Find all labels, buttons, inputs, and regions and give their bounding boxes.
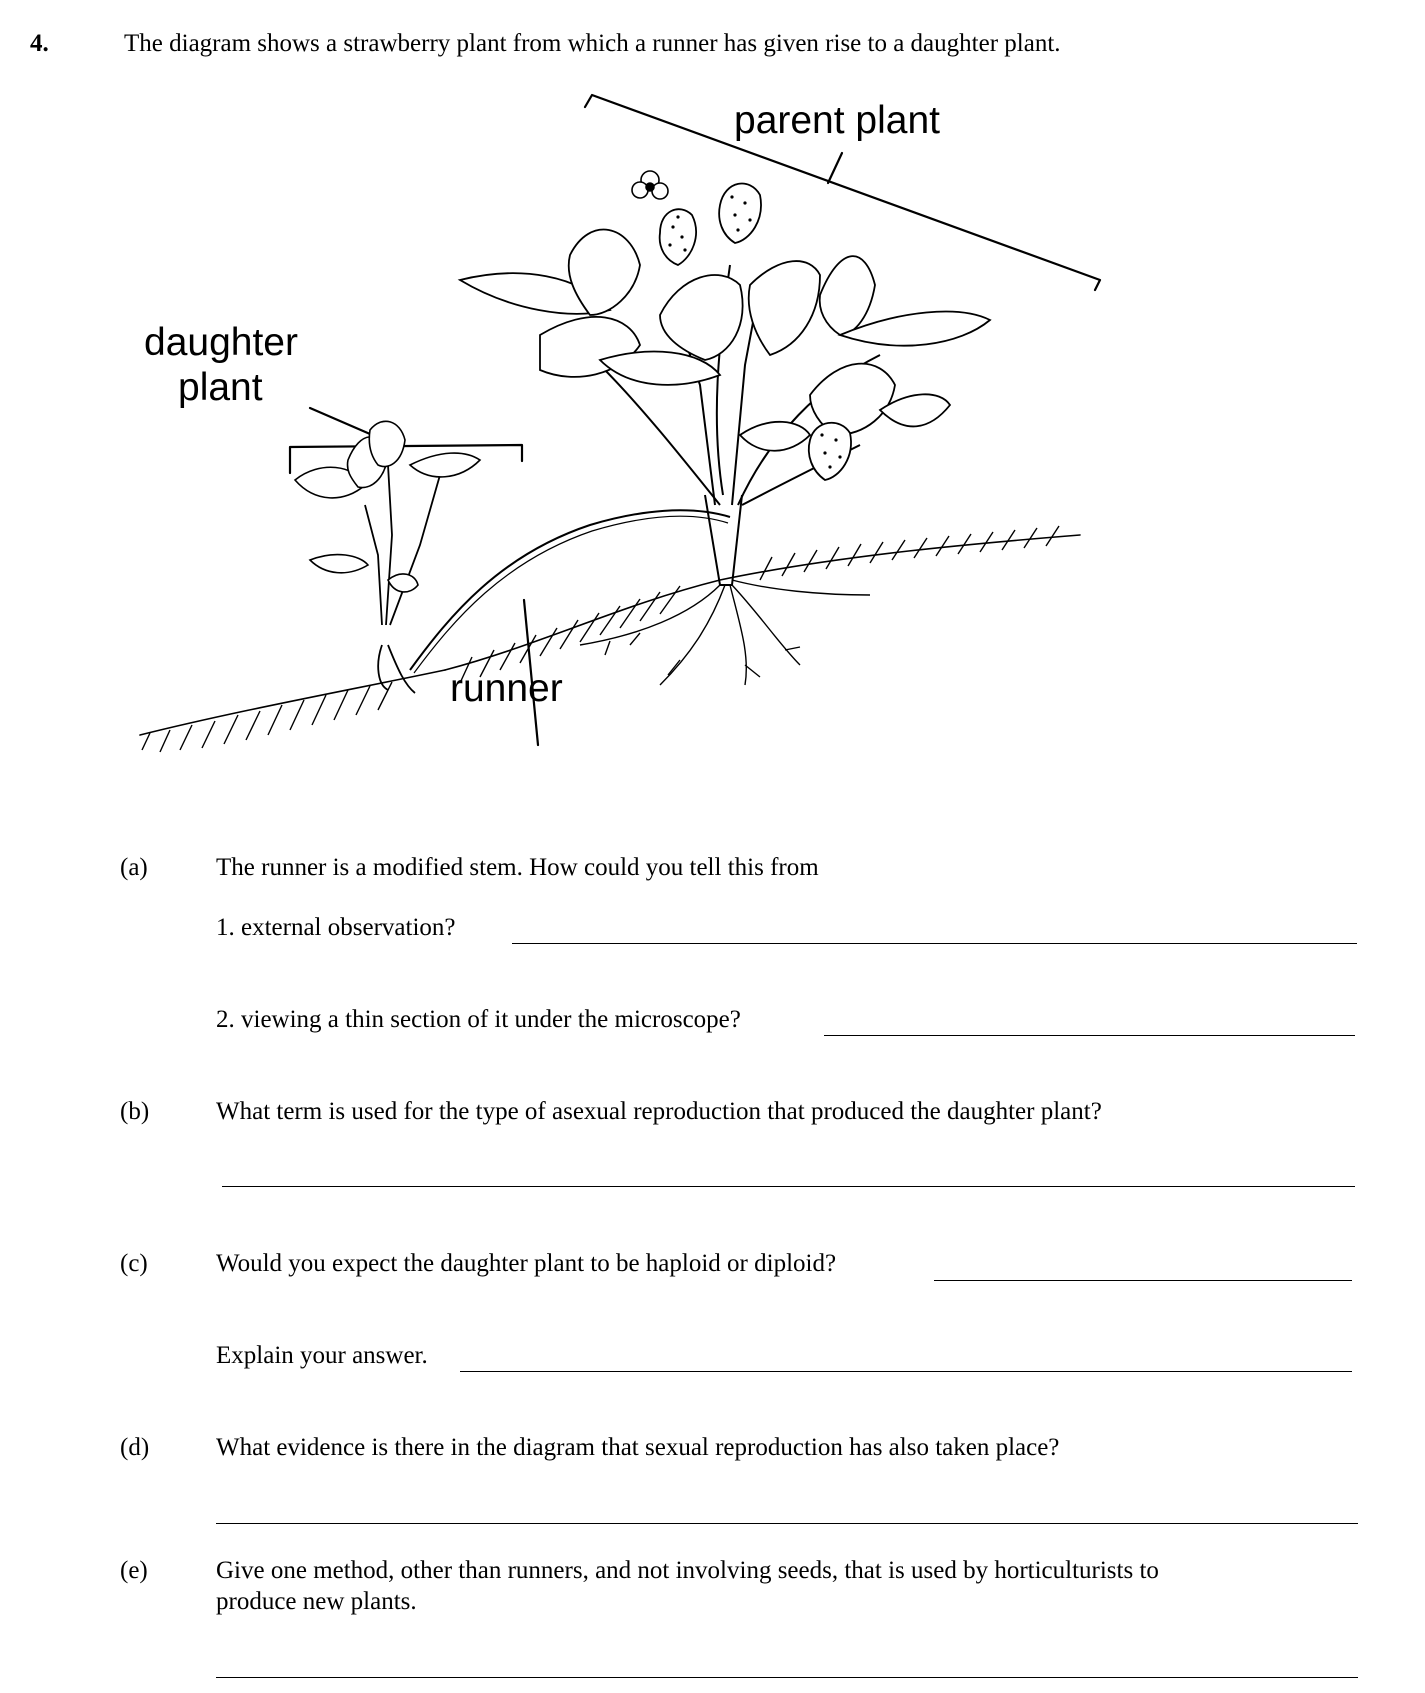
- part-a-label: (a): [120, 854, 148, 881]
- part-c-label: (c): [120, 1250, 148, 1277]
- part-c-explain: Explain your answer.: [216, 1342, 428, 1369]
- daughter-plant-label-line2: plant: [178, 366, 263, 409]
- part-a-sub2: 2. viewing a thin section of it under the microscope?: [216, 1006, 741, 1033]
- parent-plant-label: parent plant: [734, 99, 940, 142]
- part-d-label: (d): [120, 1434, 150, 1461]
- runner-label: runner: [450, 667, 563, 710]
- answer-line-a1[interactable]: [512, 943, 1357, 944]
- answer-line-a2[interactable]: [824, 1035, 1355, 1036]
- part-b-label: (b): [120, 1098, 150, 1125]
- answer-line-c1[interactable]: [934, 1280, 1352, 1281]
- part-c-text: Would you expect the daughter plant to be haploid or diploid?: [216, 1250, 837, 1277]
- question-number: 4.: [30, 30, 49, 57]
- part-e-text-line2: produce new plants.: [216, 1588, 417, 1615]
- answer-line-b[interactable]: [222, 1186, 1355, 1187]
- question-stem: The diagram shows a strawberry plant from which a runner has given rise to a daughter plant.: [124, 30, 1061, 57]
- strawberry-plant-diagram: [120, 85, 1140, 785]
- answer-line-d[interactable]: [216, 1523, 1358, 1524]
- part-b-text: What term is used for the type of asexual reproduction that produced the daughter plant?: [216, 1098, 1102, 1125]
- answer-line-c2[interactable]: [460, 1371, 1352, 1372]
- answer-line-e[interactable]: [216, 1677, 1358, 1678]
- part-a-text: The runner is a modified stem. How could you tell this from: [216, 854, 819, 881]
- daughter-plant-label-line1: daughter: [144, 321, 298, 364]
- part-a-sub1: 1. external observation?: [216, 914, 456, 941]
- part-d-text: What evidence is there in the diagram that sexual reproduction has also taken place?: [216, 1434, 1060, 1461]
- part-e-label: (e): [120, 1557, 148, 1584]
- part-e-text-line1: Give one method, other than runners, and not involving seeds, that is used by horticulturists to: [216, 1557, 1159, 1584]
